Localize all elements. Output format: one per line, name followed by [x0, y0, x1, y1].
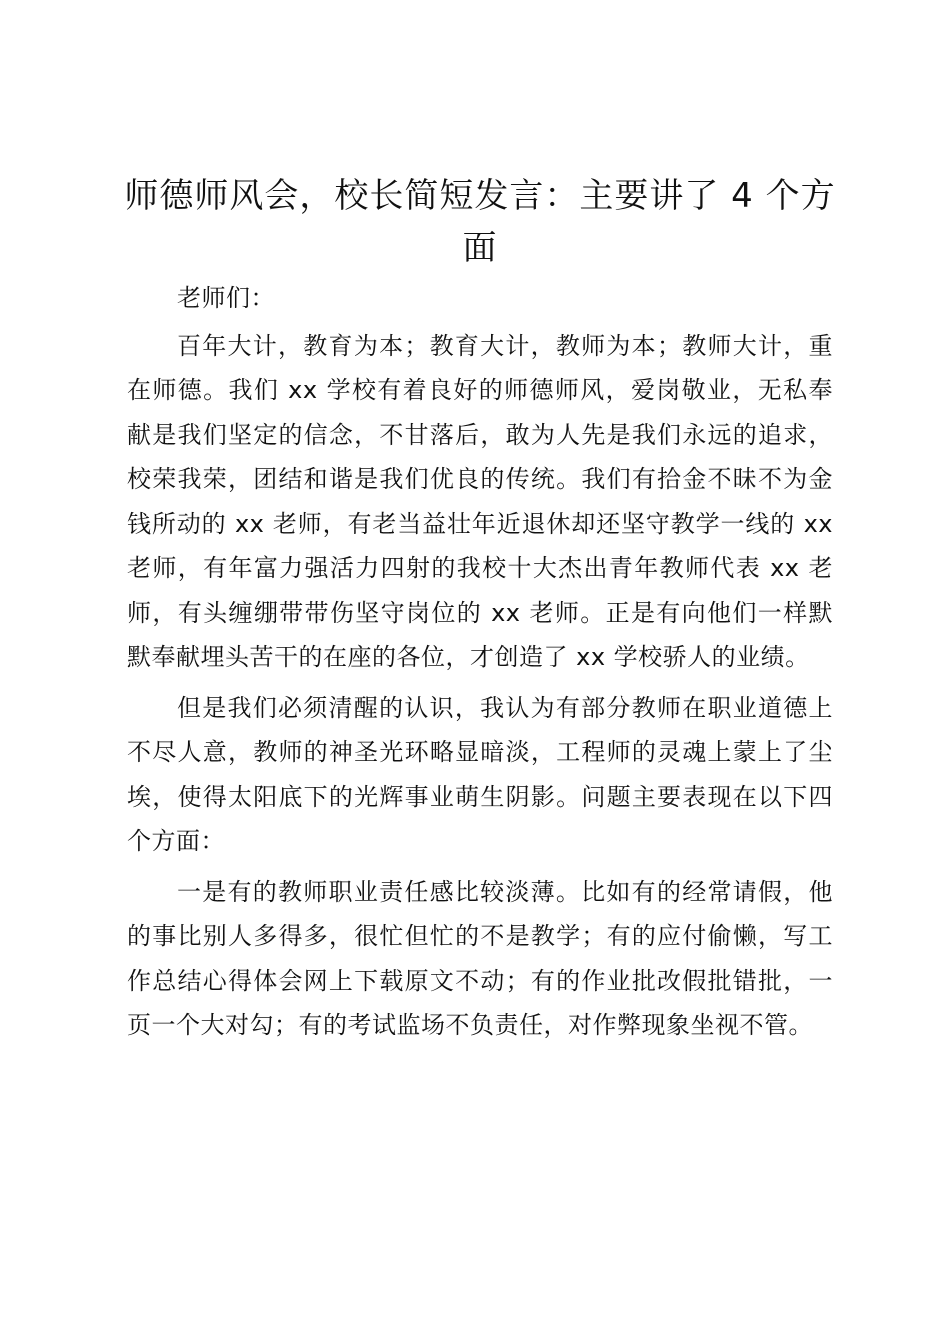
- paragraph-1: 百年大计，教育为本；教育大计，教师为本；教师大计，重在师德。我们 xx 学校有着良好的师德师风，爱岗敬业，无私奉献是我们坚定的信念，不甘落后，敢为人先是我们永远的追求，校荣我荣，团结和谐是我们优良的传统。我们有拾金不昧不为金钱所动的 xx 老师，有老当益壮年近退休却还坚守教学一线的 xx 老师，有年富力强活力四射的我校十大杰出青年教师代表 xx 老师，有头缠绷带带伤坚守岗位的 xx 老师。正是有向他们一样默默奉献埋头苦干的在座的各位，才创造了 xx 学校骄人的业绩。: [127, 331, 833, 671]
- greeting: 老师们：: [177, 284, 275, 312]
- document-body: [127, 276, 833, 1054]
- paragraph-2: 但是我们必须清醒的认识，我认为有部分教师在职业道德上不尽人意，教师的神圣光环略显暗淡，工程师的灵魂上蒙上了尘埃，使得太阳底下的光辉事业萌生阴影。问题主要表现在以下四个方面：: [127, 693, 833, 855]
- document-title: 师德师风会，校长简短发言：主要讲了 4 个方面: [124, 176, 836, 268]
- paragraph-3: 一是有的教师职业责任感比较淡薄。比如有的经常请假，他的事比别人多得多，很忙但忙的不是教学；有的应付偷懒，写工作总结心得体会网上下载原文不动；有的作业批改假批错批，一页一个大对勾；有的考试监场不负责任，对作弊现象坐视不管。: [127, 877, 833, 1039]
